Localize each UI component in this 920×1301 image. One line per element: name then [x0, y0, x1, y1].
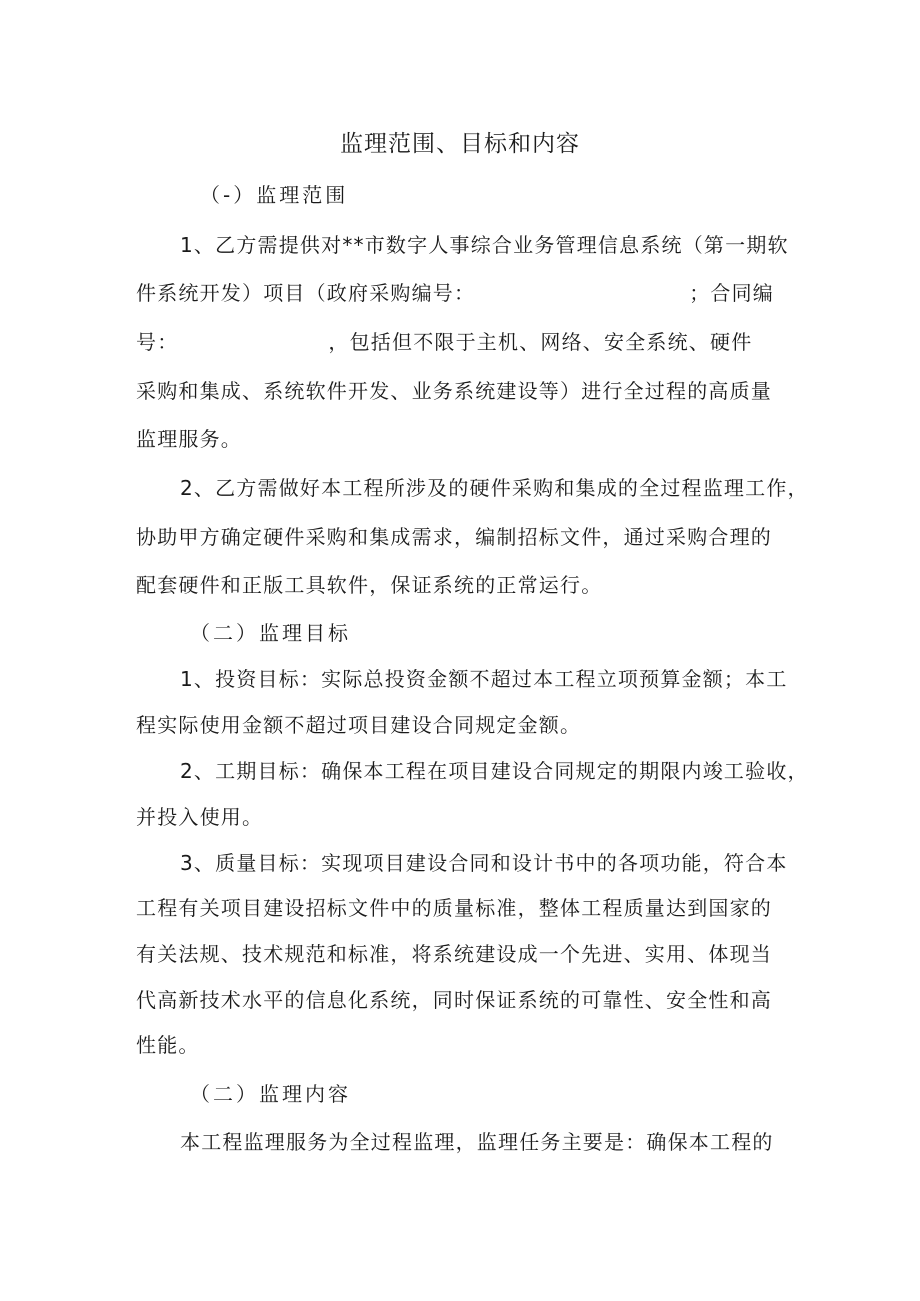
goals-p3-line-1: 3、质量目标：实现项目建设合同和设计书中的各项功能，符合本 [180, 851, 788, 875]
goals-p2-line-1: 2、工期目标：确保本工程在项目建设合同规定的期限内竣工验收， [180, 759, 809, 783]
section-heading-scope: （-）监理范围 [200, 183, 349, 207]
document-title: 监理范围、目标和内容 [340, 131, 580, 157]
scope-p1-line-3-a: 号： [136, 330, 179, 354]
goals-p1-line-2: 程实际使用金额不超过项目建设合同规定金额。 [136, 713, 582, 737]
scope-p2-line-1: 2、乙方需做好本工程所涉及的硬件采购和集成的全过程监理工作， [180, 476, 809, 500]
content-p1-line-1: 本工程监理服务为全过程监理，监理任务主要是：确保本工程的 [180, 1130, 774, 1154]
goals-p3-line-2: 工程有关项目建设招标文件中的质量标准，整体工程质量达到国家的 [136, 896, 772, 920]
section-heading-content: （二）监理内容 [190, 1082, 351, 1106]
goals-p3-line-4: 代高新技术水平的信息化系统，同时保证系统的可靠性、安全性和高 [136, 988, 772, 1012]
scope-p2-line-3: 配套硬件和正版工具软件，保证系统的正常运行。 [136, 573, 603, 597]
scope-p1-line-2-a: 件系统开发）项目（政府采购编号： [136, 281, 476, 305]
goals-p2-line-2: 并投入使用。 [136, 805, 264, 829]
scope-p2-line-2: 协助甲方确定硬件采购和集成需求，编制招标文件，通过采购合理的 [136, 525, 772, 549]
scope-p1-line-2 [136, 278, 774, 308]
section-heading-goals: （二）监理目标 [190, 621, 351, 645]
scope-p1-line-1: 1、乙方需提供对**市数字人事综合业务管理信息系统（第一期软 [180, 233, 789, 257]
goals-p1-line-1: 1、投资目标：实际总投资金额不超过本工程立项预算金额；本工 [180, 667, 788, 691]
scope-p1-line-5: 监理服务。 [136, 427, 242, 451]
scope-p1-line-3 [136, 327, 752, 357]
goals-p3-line-5: 性能。 [136, 1033, 200, 1057]
scope-p1-line-3-b: ，包括但不限于主机、网络、安全系统、硬件 [328, 330, 753, 354]
goals-p3-line-3: 有关法规、技术规范和标准，将系统建设成一个先进、实用、体现当 [136, 942, 772, 966]
scope-p1-line-2-b: ；合同编 [689, 281, 775, 305]
scope-p1-line-4: 采购和集成、系统软件开发、业务系统建设等）进行全过程的高质量 [136, 379, 772, 403]
